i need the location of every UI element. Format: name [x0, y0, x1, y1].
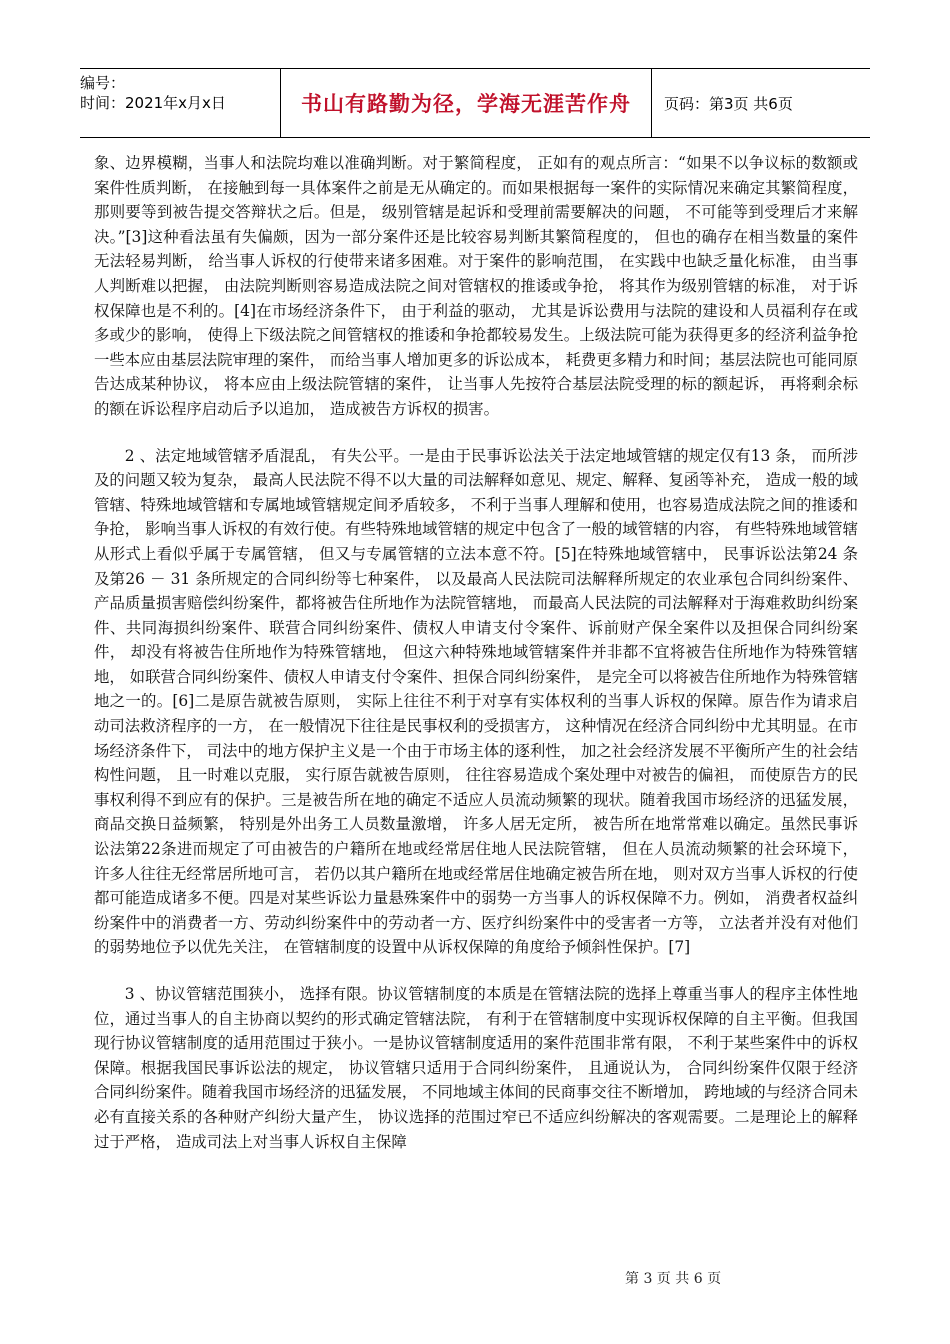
header-meta	[80, 69, 280, 137]
body-paragraph: 2 、法定地域管辖矛盾混乱， 有失公平。一是由于民事诉讼法关于法定地域管辖的规定仅有13 条， 而所涉及的问题又较为复杂， 最高人民法院不得不以大量的司法解释如意见、规定、解释、复函等补充， 造成一般的域管辖、特殊地域管辖和专属地域管辖规定间矛盾较多， 不利于当事人理解和使用，也容易造成法院之间的推诿和争抢， 影响当事人诉权的有效行使。有些特殊地域管辖的规定中包含了一般的域管辖的内容， 有些特殊地域管辖从形式上看似乎属于专属管辖， 但又与专属管辖的立法本意不符。[5]在特殊地域管辖中， 民事诉讼法第24 条及第26 － 31 条所规定的合同纠纷等七种案件， 以及最高人民法院司法解释所规定的农业承包合同纠纷案件、产品质量损害赔偿纠纷案件，都将被告住所地作为法院管辖地， 而最高人民法院的司法解释对于海难救助纠纷案件、共同海损纠纷案件、联营合同纠纷案件、债权人申请支付令案件、诉前财产保全案件以及担保合同纠纷案件， 却没有将被告住所地作为特殊管辖地， 但这六种特殊地域管辖案件并非都不宜将被告住所地作为特殊管辖地， 如联营合同纠纷案件、债权人申请支付令案件、担保合同纠纷案件， 是完全可以将被告住所地作为特殊管辖地之一的。[6]二是原告就被告原则， 实际上往往不利于对享有实体权利的当事人诉权的保障。原告作为请求启动司法救济程序的一方， 在一般情况下往往是民事权利的受损害方， 这种情况在经济合同纠纷中尤其明显。在市场经济条件下， 司法中的地方保护主义是一个由于市场主体的逐利性， 加之社会经济发展不平衡所产生的社会结构性问题， 且一时难以克服， 实行原告就被告原则， 往往容易造成个案处理中对被告的偏袒， 而使原告方的民事权利得不到应有的保护。三是被告所在地的确定不适应人员流动频繁的现状。随着我国市场经济的迅猛发展， 商品交换日益频繁， 特别是外出务工人员数量激增， 许多人居无定所， 被告所在地常常难以确定。虽然民事诉讼法第22条进而规定了可由被告的户籍所在地或经常居住地人民法院管辖， 但在人员流动频繁的社会环境下， 许多人往往无经常居所地可言， 若仍以其户籍所在地或经常居住地确定被告所在地， 则对双方当事人诉权的行使都可能造成诸多不便。四是对某些诉讼力量悬殊案件中的弱势一方当事人的诉权保障不力。例如， 消费者权益纠纷案件中的消费者一方、劳动纠纷案件中的劳动者一方、医疗纠纷案件中的受害者一方等， 立法者并没有对他们的弱势地位予以优先关注， 在管辖制度的设置中从诉权保障的角度给予倾斜性保护。[7]	[94, 446, 858, 957]
document-number-label: 编号：	[80, 74, 126, 92]
page-header	[80, 68, 870, 138]
header-page-info: 页码：第3页 共6页	[664, 94, 793, 113]
header-motto-cell	[280, 69, 652, 137]
page-footer-number: 第 3 页 共 6 页	[625, 1271, 722, 1287]
document-body	[94, 151, 858, 1176]
body-paragraph: 3 、协议管辖范围狭小， 选择有限。协议管辖制度的本质是在管辖法院的选择上尊重当事人的程序主体性地位，通过当事人的自主协商以契约的形式确定管辖法院， 有利于在管辖制度中实现诉权保障的自主平衡。但我国现行协议管辖制度的适用范围过于狭小。一是协议管辖制度适用的案件范围非常有限， 不利于某些案件中的诉权保障。根据我国民事诉讼法的规定， 协议管辖只适用于合同纠纷案件， 且通说认为， 合同纠纷案件仅限于经济合同纠纷案件。随着我国市场经济的迅猛发展， 不同地域主体间的民商事交往不断增加， 跨地域的与经济合同未必有直接关系的各种财产纠纷大量产生， 协议选择的范围过窄已不适应纠纷解决的客观需要。二是理论上的解释过于严格， 造成司法上对当事人诉权自主保障	[94, 985, 858, 1151]
document-time-label: 时间：2021年x月x日	[80, 94, 226, 112]
body-paragraph: 象、边界模糊，当事人和法院均难以准确判断。对于繁简程度， 正如有的观点所言：“如果不以争议标的数额或案件性质判断， 在接触到每一具体案件之前是无从确定的。而如果根据每一案件的实际情况来确定其繁简程度， 那则要等到被告提交答辩状之后。但是， 级别管辖是起诉和受理前需要解决的问题， 不可能等到受理后才来解决。”[3]这种看法虽有失偏颇，因为一部分案件还是比较容易判断其繁简程度的， 但也的确存在相当数量的案件无法轻易判断， 给当事人诉权的行使带来诸多困难。对于案件的影响范围， 在实践中也缺乏量化标准， 由当事人判断难以把握， 由法院判断则容易造成法院之间对管辖权的推诿或争抢， 将其作为级别管辖的标准， 对于诉权保障也是不利的。[4]在市场经济条件下， 由于利益的驱动， 尤其是诉讼费用与法院的建设和人员福利存在或多或少的影响， 使得上下级法院之间管辖权的推诿和争抢都较易发生。上级法院可能为获得更多的经济利益争抢一些本应由基层法院审理的案件， 而给当事人增加更多的诉讼成本， 耗费更多精力和时间；基层法院也可能同原告达成某种协议， 将本应由上级法院管辖的案件， 让当事人先按符合基层法院受理的标的额起诉， 再将剩余标的额在诉讼程序启动后予以追加， 造成被告方诉权的损害。	[94, 154, 858, 418]
header-motto: 书山有路勤为径，学海无涯苦作舟	[301, 92, 631, 116]
